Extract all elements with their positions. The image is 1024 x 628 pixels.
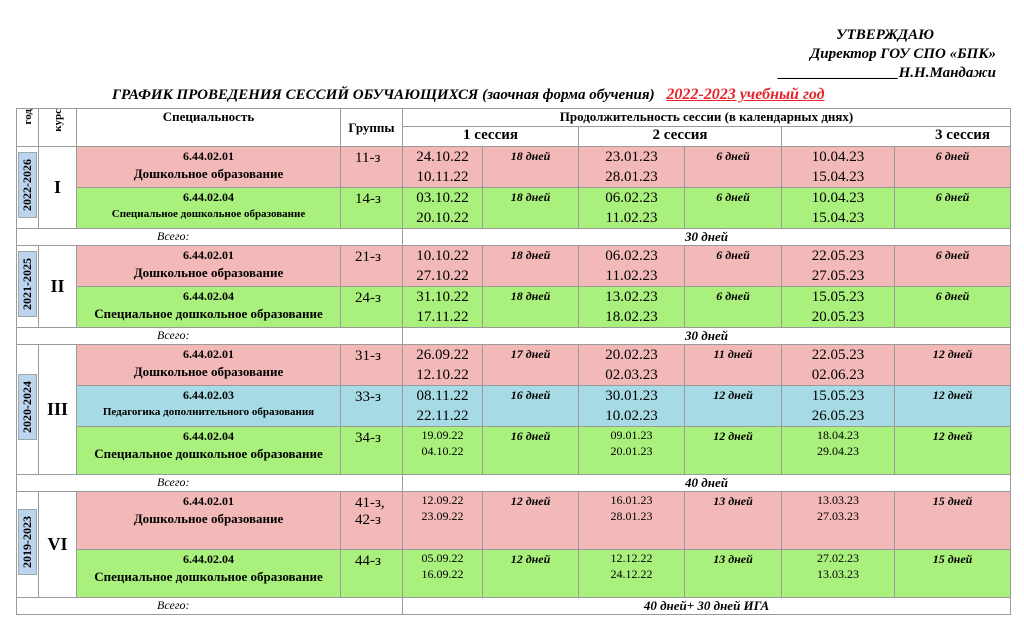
session-2-dates: 06.02.23 11.02.23 [579,246,685,287]
header-kurs: курс [39,109,77,147]
course-number: I [39,147,77,229]
session-1-dates: 05.09.22 16.09.22 [403,550,483,598]
specialty-cell: 6.44.02.04 Специальное дошкольное образование [77,550,341,598]
schedule-table [16,108,1011,615]
specialty-cell: 6.44.02.04 Специальное дошкольное образование [77,188,341,229]
header-groups: Группы [341,109,403,147]
course-number: II [39,246,77,328]
group-cell: 41-з, 42-з [341,492,403,550]
session-1-dates: 24.10.22 10.11.22 [403,147,483,188]
session-1-days: 12 дней [483,492,579,550]
schedule-title [112,86,825,104]
table-row [17,427,1011,475]
header-s2: 2 сессия [579,127,782,147]
session-2-days: 12 дней [685,427,782,475]
session-1-days: 18 дней [483,147,579,188]
approval-line1: УТВЕРЖДАЮ [836,27,934,43]
session-2-dates: 06.02.23 11.02.23 [579,188,685,229]
session-2-days: 11 дней [685,345,782,386]
session-2-dates: 13.02.23 18.02.23 [579,287,685,328]
total-value: 30 дней [403,328,1011,345]
header-s1: 1 сессия [403,127,579,147]
session-3-days: 12 дней [895,427,1011,475]
session-2-days: 6 дней [685,188,782,229]
session-3-dates: 10.04.23 15.04.23 [782,188,895,229]
table-row [17,492,1011,550]
session-3-dates: 22.05.23 27.05.23 [782,246,895,287]
total-value: 30 дней [403,229,1011,246]
total-value: 40 дней+ 30 дней ИГА [403,598,1011,615]
session-3-dates: 18.04.23 29.04.23 [782,427,895,475]
session-1-days: 18 дней [483,287,579,328]
session-2-days: 6 дней [685,246,782,287]
year-range: 2020-2024 [17,345,39,475]
session-2-days: 13 дней [685,550,782,598]
approval-block [779,26,996,83]
session-2-days: 13 дней [685,492,782,550]
session-3-dates: 15.05.23 20.05.23 [782,287,895,328]
session-3-days: 6 дней [895,147,1011,188]
session-1-dates: 12.09.22 23.09.22 [403,492,483,550]
title-main: ГРАФИК ПРОВЕДЕНИЯ СЕССИЙ ОБУЧАЮЩИХСЯ (заочная форма обучения) [112,87,655,103]
total-row [17,475,1011,492]
total-label: Всего: [17,328,403,345]
session-3-dates: 27.02.23 13.03.23 [782,550,895,598]
total-label: Всего: [17,598,403,615]
session-1-dates: 10.10.22 27.10.22 [403,246,483,287]
course-number: VI [39,492,77,598]
table-row [17,188,1011,229]
total-label: Всего: [17,229,403,246]
specialty-cell: 6.44.02.01 Дошкольное образование [77,345,341,386]
session-3-dates: 15.05.23 26.05.23 [782,386,895,427]
year-range: 2019-2023 [17,492,39,598]
group-cell: 21-з [341,246,403,287]
session-1-dates: 03.10.22 20.10.22 [403,188,483,229]
table-row [17,345,1011,386]
session-1-days: 18 дней [483,246,579,287]
session-3-dates: 13.03.23 27.03.23 [782,492,895,550]
header-spec: Специальность [77,109,341,147]
session-1-dates: 31.10.22 17.11.22 [403,287,483,328]
specialty-cell: 6.44.02.04 Специальное дошкольное образование [77,287,341,328]
session-3-days: 6 дней [895,188,1011,229]
session-1-days: 16 дней [483,386,579,427]
group-cell: 44-з [341,550,403,598]
session-1-days: 17 дней [483,345,579,386]
header-s3: 3 сессия [782,127,1011,147]
specialty-cell: 6.44.02.01 Дошкольное образование [77,147,341,188]
specialty-cell: 6.44.02.01 Дошкольное образование [77,492,341,550]
approval-line3: ________________Н.Н.Мандажи [778,65,996,81]
session-2-dates: 16.01.23 28.01.23 [579,492,685,550]
total-row [17,229,1011,246]
session-3-dates: 22.05.23 02.06.23 [782,345,895,386]
session-3-days: 6 дней [895,246,1011,287]
header-duration: Продолжительность сессии (в календарных днях) [403,109,1011,127]
group-cell: 33-з [341,386,403,427]
specialty-cell: 6.44.02.04 Специальное дошкольное образование [77,427,341,475]
session-1-days: 16 дней [483,427,579,475]
session-1-days: 18 дней [483,188,579,229]
group-cell: 14-з [341,188,403,229]
session-1-dates: 19.09.22 04.10.22 [403,427,483,475]
year-range: 2021-2025 [17,246,39,328]
session-2-dates: 30.01.23 10.02.23 [579,386,685,427]
session-3-days: 12 дней [895,345,1011,386]
session-2-days: 12 дней [685,386,782,427]
session-1-dates: 08.11.22 22.11.22 [403,386,483,427]
session-1-dates: 26.09.22 12.10.22 [403,345,483,386]
group-cell: 11-з [341,147,403,188]
total-label: Всего: [17,475,403,492]
year-range: 2022-2026 [17,147,39,229]
session-2-days: 6 дней [685,287,782,328]
table-row [17,386,1011,427]
session-2-dates: 23.01.23 28.01.23 [579,147,685,188]
total-value: 40 дней [403,475,1011,492]
session-2-dates: 12.12.22 24.12.22 [579,550,685,598]
header-god: год [17,109,39,147]
session-3-days: 6 дней [895,287,1011,328]
specialty-cell: 6.44.02.01 Дошкольное образование [77,246,341,287]
course-number: III [39,345,77,475]
group-cell: 34-з [341,427,403,475]
session-3-days: 12 дней [895,386,1011,427]
table-row [17,246,1011,287]
session-2-days: 6 дней [685,147,782,188]
total-row [17,328,1011,345]
session-2-dates: 20.02.23 02.03.23 [579,345,685,386]
session-3-days: 15 дней [895,550,1011,598]
group-cell: 31-з [341,345,403,386]
session-3-dates: 10.04.23 15.04.23 [782,147,895,188]
specialty-cell: 6.44.02.03 Педагогика дополнительного образования [77,386,341,427]
table-row [17,287,1011,328]
table-row [17,550,1011,598]
total-row [17,598,1011,615]
session-3-days: 15 дней [895,492,1011,550]
session-2-dates: 09.01.23 20.01.23 [579,427,685,475]
approval-line2: Директор ГОУ СПО «БПК» [809,46,996,62]
session-1-days: 12 дней [483,550,579,598]
table-row [17,147,1011,188]
group-cell: 24-з [341,287,403,328]
title-year: 2022-2023 учебный год [666,86,825,103]
